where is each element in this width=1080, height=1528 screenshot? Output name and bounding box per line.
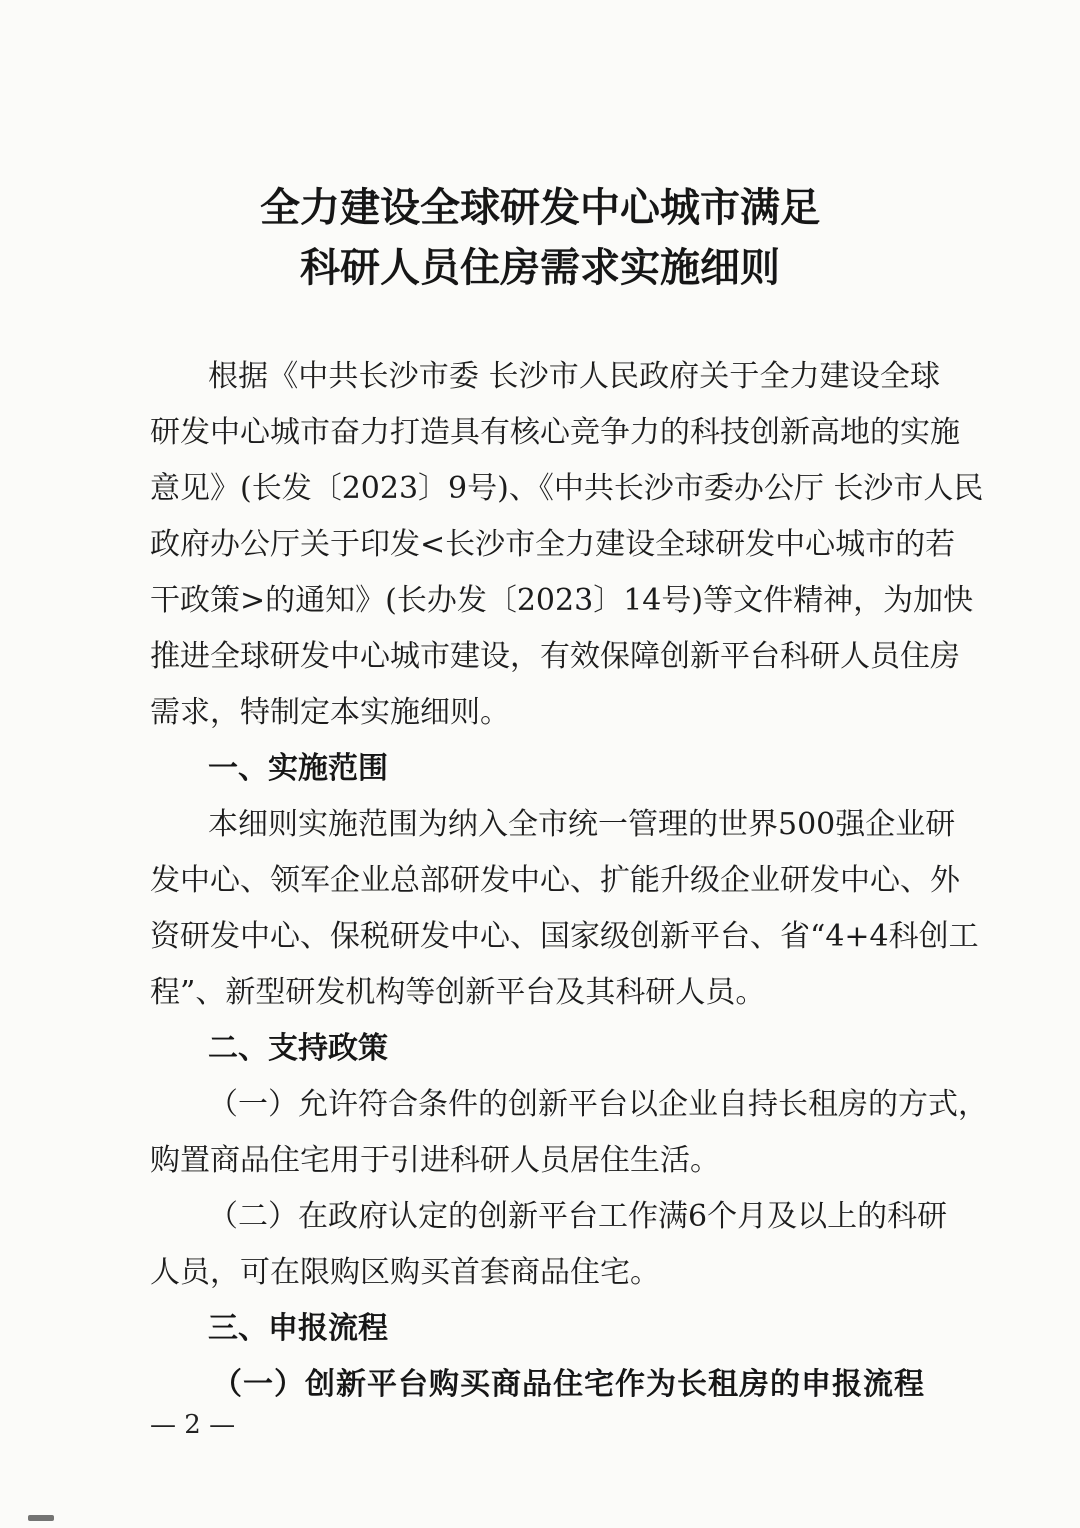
policy-item-2-line-1: （二）在政府认定的创新平台工作满6个月及以上的科研 xyxy=(208,1199,948,1234)
scope-line-4: 程”、新型研发机构等创新平台及其科研人员。 xyxy=(150,975,766,1010)
intro-line-2: 研发中心城市奋力打造具有核心竞争力的科技创新高地的实施 xyxy=(150,415,960,450)
intro-line-5: 干政策>的通知》(长办发〔2023〕14号)等文件精神，为加快 xyxy=(150,583,974,618)
scan-corner-mark xyxy=(28,1515,54,1521)
section-heading-policy: 二、支持政策 xyxy=(208,1031,388,1066)
policy-item-1-line-2: 购置商品住宅用于引进科研人员居住生活。 xyxy=(150,1143,720,1178)
policy-item-1-line-1: （一）允许符合条件的创新平台以企业自持长租房的方式， xyxy=(208,1087,988,1122)
section-heading-process: 三、申报流程 xyxy=(208,1311,388,1346)
page-number: — 2 — xyxy=(150,1410,236,1440)
intro-line-4: 政府办公厅关于印发<长沙市全力建设全球研发中心城市的若 xyxy=(150,527,956,562)
scope-line-2: 发中心、领军企业总部研发中心、扩能升级企业研发中心、外 xyxy=(150,863,960,898)
document-title-line-2: 科研人员住房需求实施细则 xyxy=(300,245,780,291)
document-title-line-1: 全力建设全球研发中心城市满足 xyxy=(260,185,820,231)
process-subheading: （一）创新平台购买商品住宅作为长租房的申报流程 xyxy=(212,1367,925,1402)
intro-line-7: 需求，特制定本实施细则。 xyxy=(150,695,510,730)
section-heading-scope: 一、实施范围 xyxy=(208,751,388,786)
scope-line-1: 本细则实施范围为纳入全市统一管理的世界500强企业研 xyxy=(208,807,956,842)
intro-line-1: 根据《中共长沙市委 长沙市人民政府关于全力建设全球 xyxy=(208,359,940,394)
intro-line-3: 意见》(长发〔2023〕9号)、《中共长沙市委办公厅 长沙市人民 xyxy=(150,471,984,506)
intro-line-6: 推进全球研发中心城市建设，有效保障创新平台科研人员住房 xyxy=(150,639,960,674)
policy-item-2-line-2: 人员，可在限购区购买首套商品住宅。 xyxy=(150,1255,660,1290)
scope-line-3: 资研发中心、保税研发中心、国家级创新平台、省“4+4科创工 xyxy=(150,919,979,954)
